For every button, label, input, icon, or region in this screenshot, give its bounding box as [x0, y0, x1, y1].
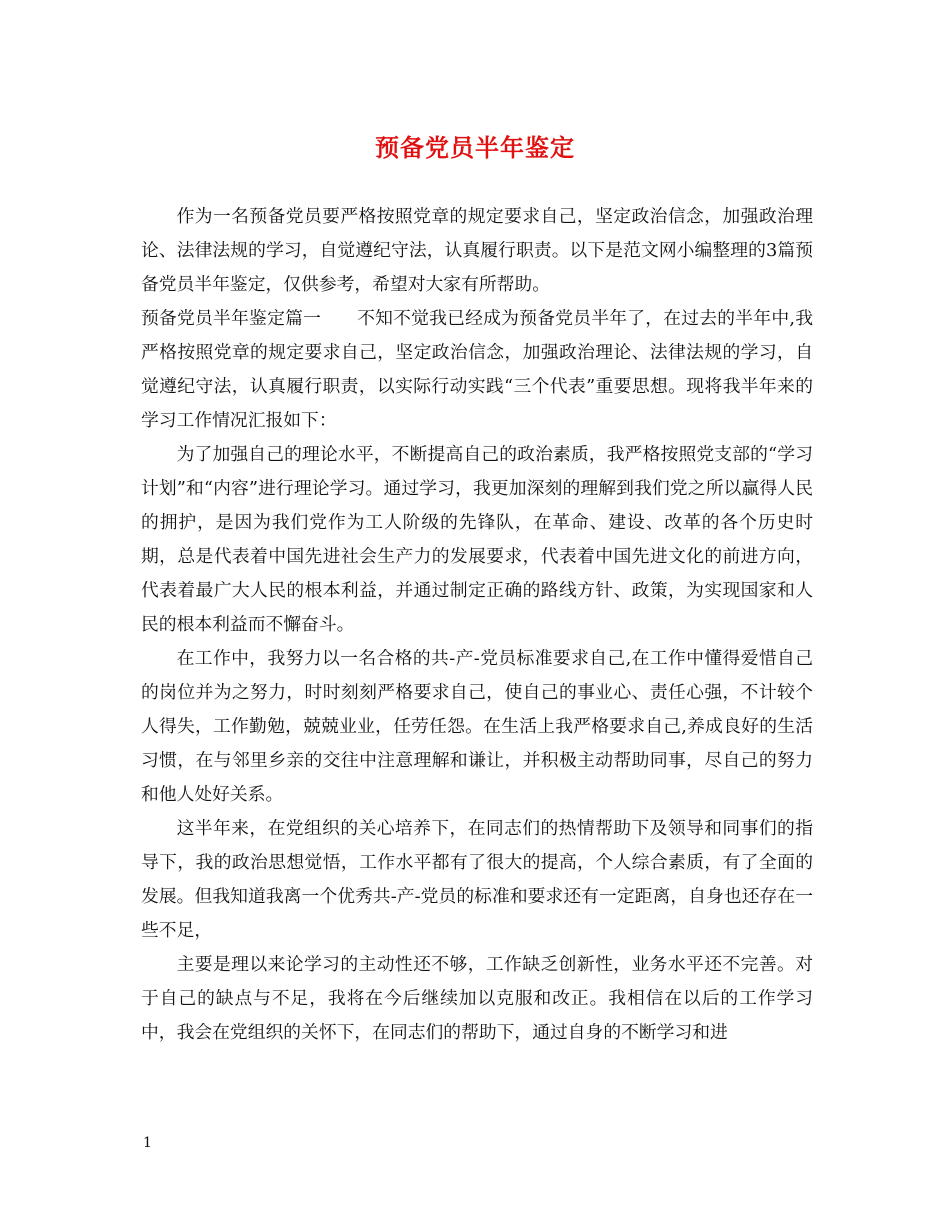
paragraph-theory-study: 为了加强自己的理论水平，不断提高自己的政治素质，我严格按照党支部的“学习计划”和“内容”进行理论学习。通过学习，我更加深刻的理解到我们党之所以赢得人民的拥护，是因为我们党作为工人阶级的先锋队，在革命、建设、改革的各个历史时期，总是代表着中国先进社会生产力的发展要求，代表着中国先进文化的前进方向，代表着最广大人民的根本利益，并通过制定正确的路线方针、政策，为实现国家和人民的根本利益而不懈奋斗。	[141, 444, 813, 635]
paragraph-shortcomings: 主要是理以来论学习的主动性还不够，工作缺乏创新性，业务水平还不完善。对于自己的缺点与不足，我将在今后继续加以克服和改正。我相信在以后的工作学习中，我会在党组织的关怀下，在同志们的帮助下，通过自身的不断学习和进	[141, 954, 813, 1043]
document-body	[141, 200, 813, 1050]
paragraph-intro: 作为一名预备党员要严格按照党章的规定要求自己，坚定政治信念，加强政治理论、法律法规的学习，自觉遵纪守法，认真履行职责。以下是范文网小编整理的3篇预备党员半年鉴定，仅供参考，希望对大家有所帮助。	[141, 206, 813, 295]
paragraph-progress: 这半年来，在党组织的关心培养下，在同志们的热情帮助下及领导和同事们的指导下，我的政治思想觉悟，工作水平都有了很大的提高，个人综合素质，有了全面的发展。但我知道我离一个优秀共-产-党员的标准和要求还有一定距离，自身也还存在一些不足，	[141, 818, 813, 941]
paragraph-work: 在工作中，我努力以一名合格的共-产-党员标准要求自己,在工作中懂得爱惜自己的岗位并为之努力，时时刻刻严格要求自己，使自己的事业心、责任心强，不计较个人得失，工作勤勉，兢兢业业，任劳任怨。在生活上我严格要求自己,养成良好的生活习惯，在与邻里乡亲的交往中注意理解和谦让，并积极主动帮助同事，尽自己的努力和他人处好关系。	[141, 648, 813, 805]
document-title: 预备党员半年鉴定	[375, 133, 575, 162]
page-number: 1	[143, 1135, 152, 1151]
paragraph-section-one: 预备党员半年鉴定篇一 不知不觉我已经成为预备党员半年了，在过去的半年中,我严格按照党章的规定要求自己，坚定政治信念，加强政治理论、法律法规的学习，自觉遵纪守法，认真履行职责，以实际行动实践“三个代表”重要思想。现将我半年来的学习工作情况汇报如下：	[141, 308, 813, 431]
